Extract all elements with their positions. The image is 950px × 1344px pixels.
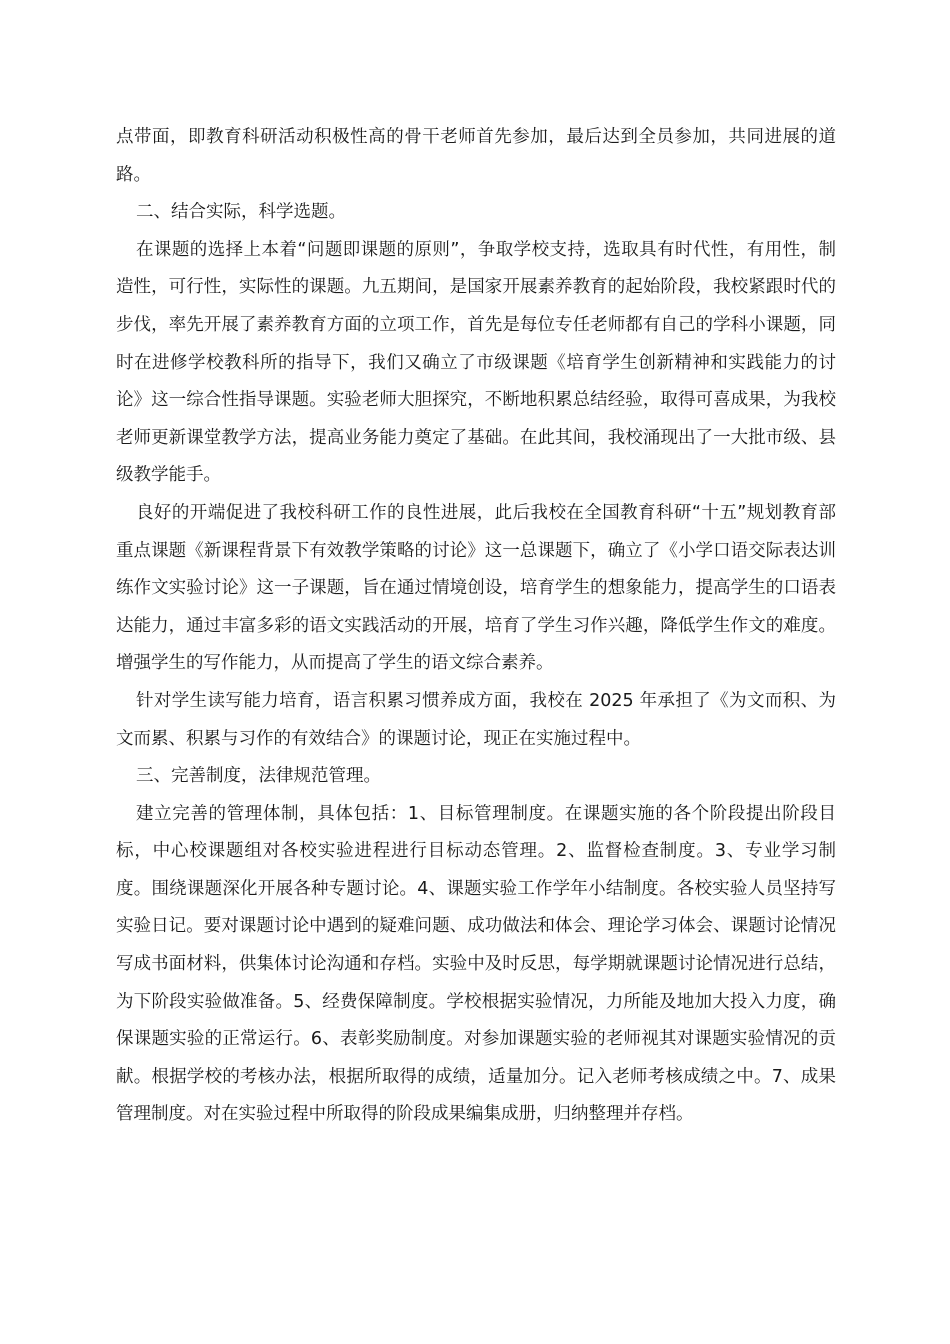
paragraph-research-progress: 良好的开端促进了我校科研工作的良性进展，此后我校在全国教育科研“十五”规划教育部重点课题《新课程背景下有效教学策略的讨论》这一总课题下，确立了《小学口语交际表达训练作文实验讨论》这一子课题，旨在通过情境创设，培育学生的想象能力，提高学生的口语表达能力，通过丰富多彩的语文实践活动的开展，培育了学生习作兴趣，降低学生作文的难度。增强学生的写作能力，从而提高了学生的语文综合素养。 xyxy=(116,502,836,674)
paragraph-reading-writing: 针对学生读写能力培育，语言积累习惯养成方面，我校在 2025 年承担了《为文而积、为文而累、积累与习作的有效结合》的课题讨论，现正在实施过程中。 xyxy=(116,690,836,749)
section-heading-three: 三、完善制度，法律规范管理。 xyxy=(136,766,381,787)
section-heading-two: 二、结合实际，科学选题。 xyxy=(136,202,346,223)
document-page xyxy=(116,119,836,1134)
paragraph-management-system: 建立完善的管理体制，具体包括：1、目标管理制度。在课题实施的各个阶段提出阶段目标，中心校课题组对各校实验进程进行目标动态管理。2、监督检查制度。3、专业学习制度。围绕课题深化开展各种专题讨论。4、课题实验工作学年小结制度。各校实验人员坚持写实验日记。要对课题讨论中遇到的疑难问题、成功做法和体会、理论学习体会、课题讨论情况写成书面材料，供集体讨论沟通和存档。实验中及时反思，每学期就课题讨论情况进行总结，为下阶段实验做准备。5、经费保障制度。学校根据实验情况，力所能及地加大投入力度，确保课题实验的正常运行。6、表彰奖励制度。对参加课题实验的老师视其对课题实验情况的贡献。根据学校的考核办法，根据所取得的成绩，适量加分。记入老师考核成绩之中。7、成果管理制度。对在实验过程中所取得的阶段成果编集成册，归纳整理并存档。 xyxy=(116,803,836,1125)
paragraph-continuation: 点带面，即教育科研活动积极性高的骨干老师首先参加，最后达到全员参加，共同进展的道路。 xyxy=(116,127,836,185)
paragraph-topic-selection: 在课题的选择上本着“问题即课题的原则”，争取学校支持，选取具有时代性，有用性，制造性，可行性，实际性的课题。九五期间，是国家开展素养教育的起始阶段，我校紧跟时代的步伐，率先开展了素养教育方面的立项工作，首先是每位专任老师都有自己的学科小课题，同时在进修学校教科所的指导下，我们又确立了市级课题《培育学生创新精神和实践能力的讨论》这一综合性指导课题。实验老师大胆探究，不断地积累总结经验，取得可喜成果，为我校老师更新课堂教学方法，提高业务能力奠定了基础。在此其间，我校涌现出了一大批市级、县级教学能手。 xyxy=(116,239,836,486)
